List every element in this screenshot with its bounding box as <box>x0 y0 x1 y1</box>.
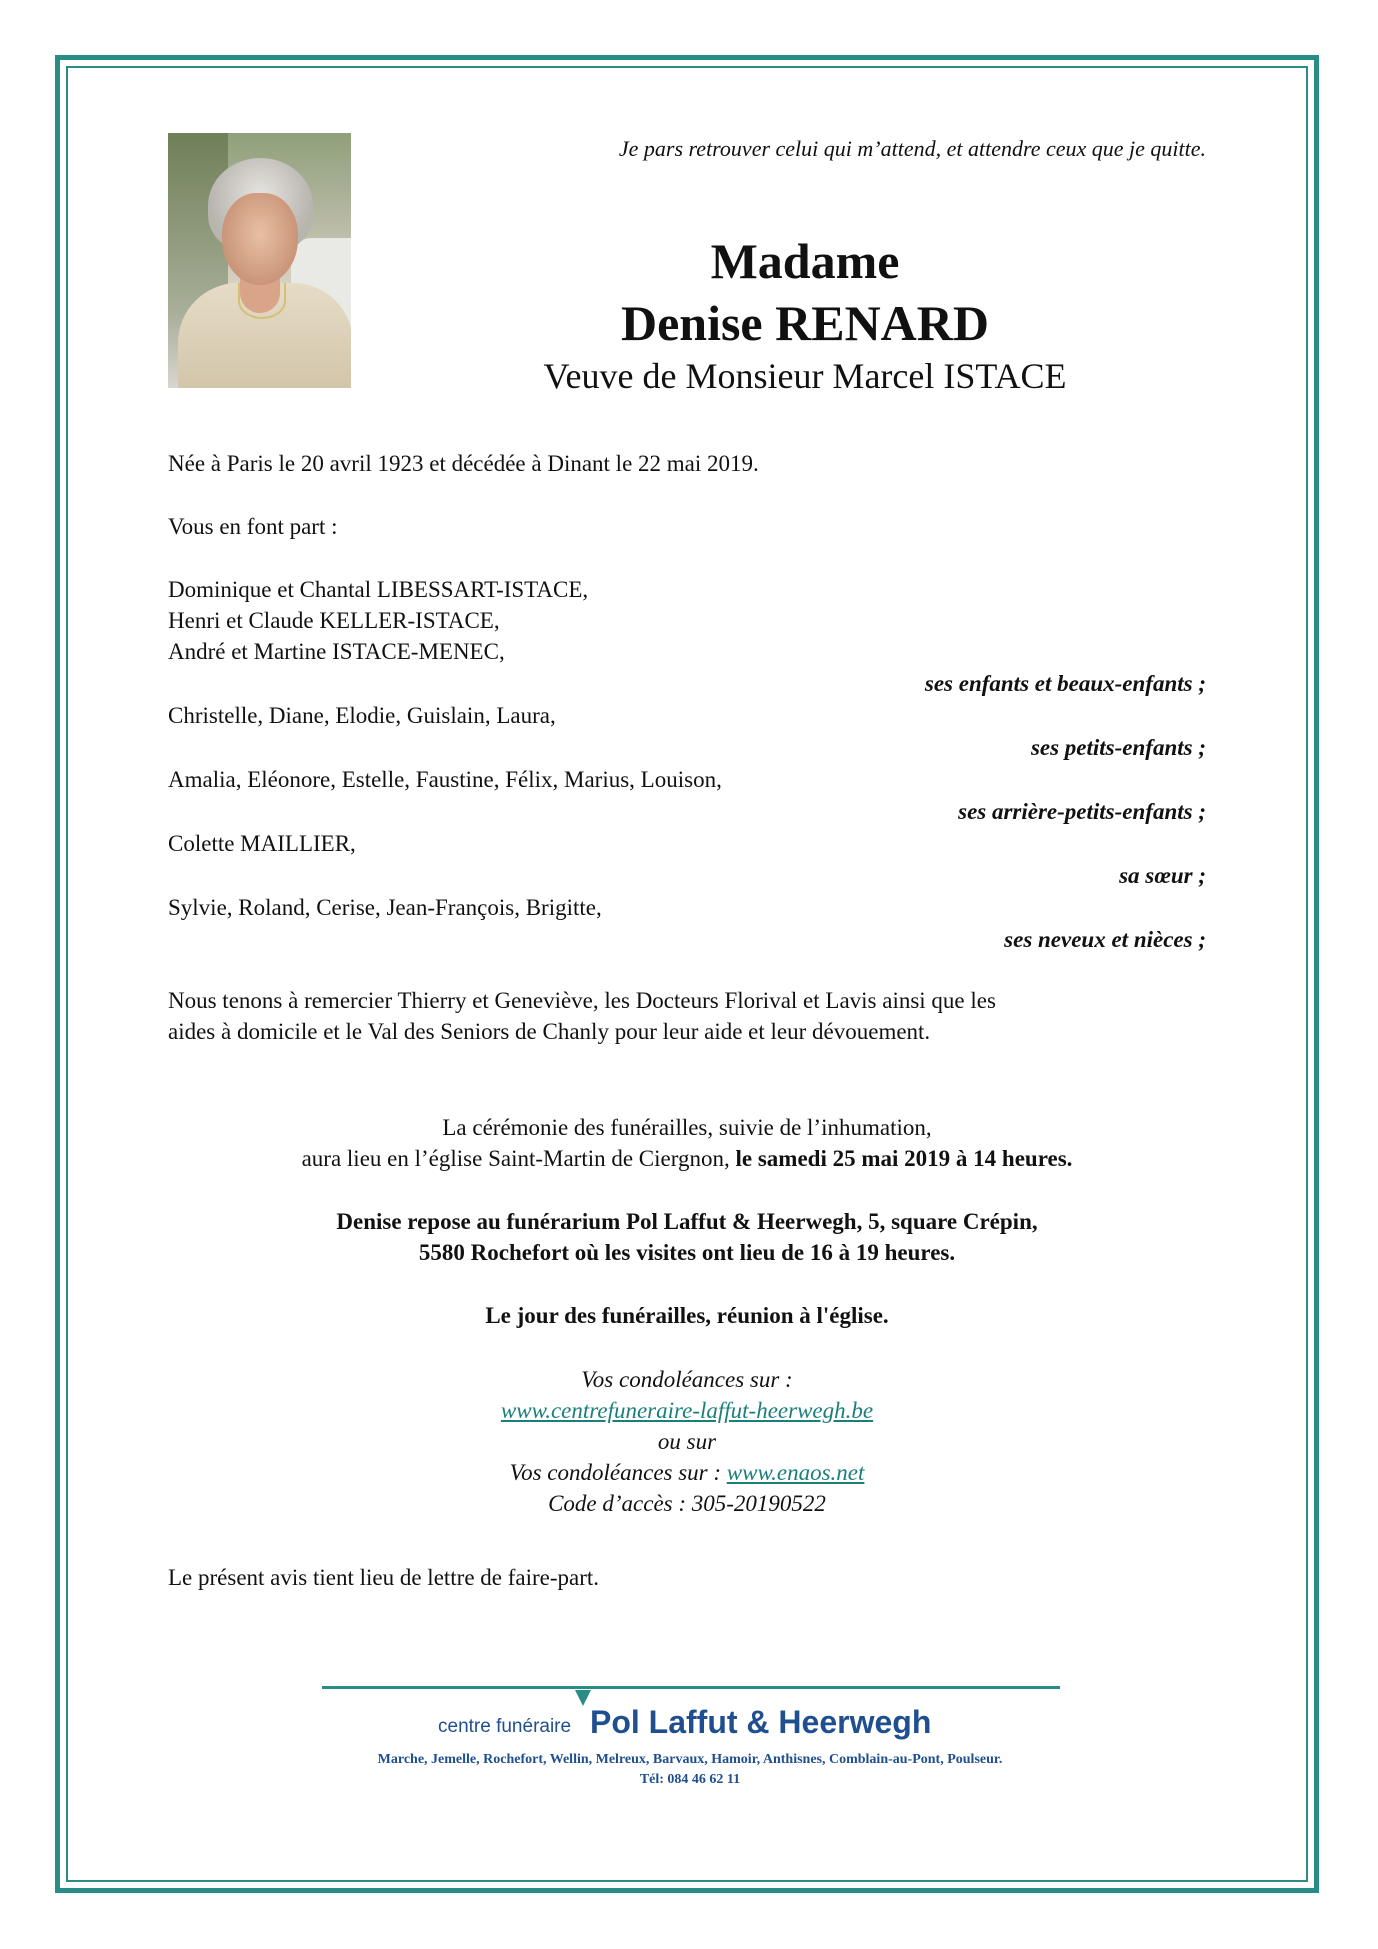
footer-locations: Marche, Jemelle, Rochefort, Wellin, Melreux, Barvaux, Hamoir, Anthisnes, Comblain-au-Pont, Poulseur. <box>377 1752 1003 1767</box>
children-label: ses enfants et beaux-enfants ; <box>924 671 1206 696</box>
funerarium-line-1: Denise repose au funérarium Pol Laffut & Heerwegh, 5, square Crépin, <box>336 1209 1038 1234</box>
thanks-line-2: aides à domicile et le Val des Seniors de Chanly pour leur aide et leur dévouement. <box>168 1019 931 1044</box>
family-children-2: Henri et Claude KELLER-ISTACE, <box>168 608 500 633</box>
access-code: Code d’accès : 305-20190522 <box>548 1491 826 1516</box>
sister-label: sa sœur ; <box>1119 863 1206 888</box>
family-sister: Colette MAILLIER, <box>168 831 356 856</box>
condolences-label-2: Vos condoléances sur : <box>509 1460 722 1485</box>
condolences-label-1: Vos condoléances sur : <box>581 1367 793 1392</box>
reunion-line: Le jour des funérailles, réunion à l'église. <box>485 1303 889 1328</box>
grandchildren-label: ses petits-enfants ; <box>1030 735 1206 760</box>
family-grandchildren: Christelle, Diane, Elodie, Guislain, Laura, <box>168 703 556 728</box>
ceremony-date: le samedi 25 mai 2019 à 14 heures. <box>735 1146 1073 1171</box>
condolences-link-2[interactable]: www.enaos.net <box>726 1460 865 1485</box>
condolences-row-2 <box>168 1457 1206 1488</box>
ceremony-line-1: La cérémonie des funérailles, suivie de l’inhumation, <box>442 1115 932 1140</box>
epitaph-quote: Je pars retrouver celui qui m’attend, et attendre ceux que je quitte. <box>618 136 1206 161</box>
family-nephews: Sylvie, Roland, Cerise, Jean-François, Brigitte, <box>168 895 602 920</box>
footer-small-label: centre funéraire <box>438 1716 572 1737</box>
notice-line: Le présent avis tient lieu de lettre de faire-part. <box>168 1565 600 1590</box>
condolences-link-1[interactable]: www.centrefuneraire-laffut-heerwegh.be <box>500 1398 874 1423</box>
condolences-link-1-row <box>168 1395 1206 1426</box>
condolences-or: ou sur <box>657 1429 717 1454</box>
great-grandchildren-label: ses arrière-petits-enfants ; <box>958 799 1206 824</box>
family-children-1: Dominique et Chantal LIBESSART-ISTACE, <box>168 577 589 602</box>
widow-of: Veuve de Monsieur Marcel ISTACE <box>543 356 1067 396</box>
family-great-grandchildren: Amalia, Eléonore, Estelle, Faustine, Félix, Marius, Louison, <box>168 767 722 792</box>
footer-phone: Tél: 084 46 62 11 <box>639 1772 741 1787</box>
ceremony-place: aura lieu en l’église Saint-Martin de Ciergnon, <box>301 1146 730 1171</box>
portrait-photo <box>168 133 351 388</box>
birth-death-line: Née à Paris le 20 avril 1923 et décédée à Dinant le 22 mai 2019. <box>168 451 759 476</box>
footer-logo-triangle-icon <box>575 1690 591 1706</box>
ceremony-line-2 <box>168 1143 1206 1174</box>
deceased-name: Denise RENARD <box>620 295 990 351</box>
intro-line: Vous en font part : <box>168 514 338 539</box>
title-madame: Madame <box>710 233 900 289</box>
nephews-label: ses neveux et nièces ; <box>1004 927 1206 952</box>
footer-brand-name: Pol Laffut & Heerwegh <box>590 1704 932 1740</box>
thanks-line-1: Nous tenons à remercier Thierry et Geneviève, les Docteurs Florival et Lavis ainsi que les <box>168 988 996 1013</box>
family-children-3: André et Martine ISTACE-MENEC, <box>168 639 505 664</box>
footer-divider <box>322 1686 1060 1689</box>
funerarium-line-2: 5580 Rochefort où les visites ont lieu de 16 à 19 heures. <box>418 1240 956 1265</box>
